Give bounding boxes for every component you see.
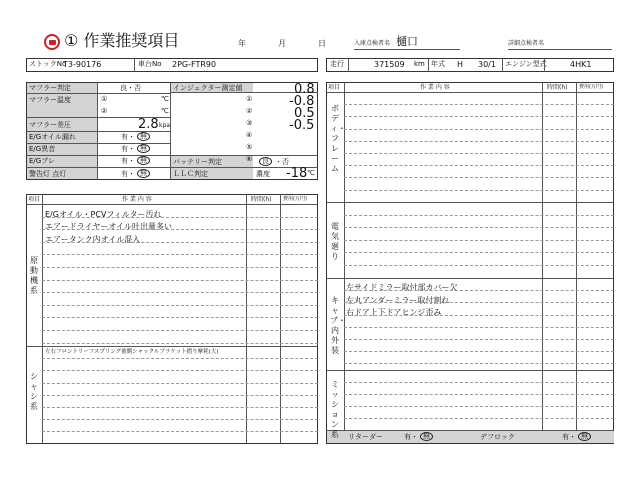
difflock-none: 無 <box>578 432 591 441</box>
ruled-line <box>344 394 614 395</box>
muffler-temp-label: マフラー温度 <box>29 96 71 104</box>
ruled-line <box>42 267 318 268</box>
ruled-line <box>42 330 318 331</box>
chassis-item-1: 左右フロントリーフスプリング後側シャックルブラケット摺り摩耗(大) <box>45 349 219 355</box>
warning-lamp-none: 無 <box>137 169 150 178</box>
injector-4-value: -0.5 <box>289 118 315 133</box>
muffler-temp-2-num: ② <box>101 107 108 115</box>
warning-lamp-label: 警告灯 点灯 <box>29 170 67 178</box>
engine-item-1: E/Gオイル・PCVフィルター汚れ <box>45 210 162 219</box>
stock-value: T3-90176 <box>63 60 102 69</box>
ruled-line <box>344 302 614 303</box>
left-header-work: 作 業 内 容 <box>122 196 152 203</box>
injector-1-value: 0.8 <box>294 82 315 97</box>
ruled-line <box>42 343 318 344</box>
inspector-value: 樋口 <box>396 35 418 48</box>
llc-unit: ℃ <box>307 169 315 177</box>
ruled-line <box>344 327 614 328</box>
muffler-judge-options: 良・否 <box>120 84 141 92</box>
injector-2-value: -0.8 <box>289 94 315 109</box>
mileage-unit: km <box>414 60 425 68</box>
battery-ng: ・否 <box>275 158 289 166</box>
mileage-value: 371509 <box>374 60 405 69</box>
ruled-line <box>42 407 318 408</box>
ruled-line <box>344 290 614 291</box>
engine-section-label: 原動機系 <box>30 256 38 295</box>
inspector-label: 入庫点検者名 <box>354 40 391 47</box>
ruled-line <box>344 215 614 216</box>
eg-shake-label: E/Gブレ <box>29 157 55 165</box>
muffler-diff-value: 2.8 <box>138 117 159 132</box>
ruled-line <box>344 265 614 266</box>
right-header-cost: 費用(万円) <box>579 84 603 90</box>
ruled-line <box>42 280 318 281</box>
cab-item-1: 左サイドミラー取付部カバー欠 <box>346 283 458 292</box>
ruled-line <box>42 229 318 230</box>
ruled-line <box>42 395 318 396</box>
injector-2-num: ② <box>246 107 253 115</box>
ruled-line <box>42 419 318 420</box>
ruled-line <box>344 177 614 178</box>
ruled-line <box>42 383 318 384</box>
ruled-line <box>344 406 614 407</box>
year-era: H <box>457 60 464 69</box>
eg-shake-has: 有・ <box>121 157 135 165</box>
difflock-has: 有・ <box>562 433 576 441</box>
llc-label: ＬＬＣ判定 <box>173 170 208 178</box>
eg-oil-leak-has: 有・ <box>121 133 135 141</box>
muffler-temp-2-unit: ℃ <box>161 107 169 115</box>
muffler-diff-unit: kpa <box>159 122 170 129</box>
eg-oil-leak-none: 無 <box>137 132 150 141</box>
chassis-value: 2PG-FTR90 <box>172 60 217 69</box>
ruled-line <box>344 252 614 253</box>
body-frame-section-label: ボディ・フレーム <box>330 104 346 173</box>
llc-value: -18 <box>286 166 308 181</box>
ruled-line <box>42 431 318 432</box>
ruled-line <box>42 370 318 371</box>
ruled-line <box>344 351 614 352</box>
muffler-diff-label: マフラー差圧 <box>29 121 71 129</box>
stock-label: ストックNo <box>29 60 67 68</box>
ruled-line <box>344 129 614 130</box>
ruled-line <box>42 317 318 318</box>
left-header-item: 項目 <box>28 196 41 203</box>
eg-oil-leak-label: E/Gオイル漏れ <box>29 133 76 141</box>
cab-item-2: 左丸アンダーミラー取付割れ <box>346 296 450 305</box>
engine-item-3: エアータンク内オイル混入 <box>45 235 141 244</box>
ruled-line <box>344 382 614 383</box>
date-day-label: 日 <box>318 39 326 48</box>
engine-label: エンジン型式 <box>505 60 547 68</box>
electrical-section-label: 電気廻り <box>331 222 339 261</box>
difflock-label: デフロック <box>480 433 515 441</box>
date-year-label: 年 <box>238 39 246 48</box>
ruled-line <box>344 104 614 105</box>
ruled-line <box>42 254 318 255</box>
muffler-judge-label: マフラー判定 <box>29 84 71 92</box>
left-header-cost: 費用(万円) <box>283 196 307 202</box>
date-month-label: 月 <box>278 39 286 48</box>
logo-icon <box>44 34 60 50</box>
ruled-line <box>42 217 318 218</box>
ruled-line <box>344 165 614 166</box>
ruled-line <box>42 358 318 359</box>
muffler-temp-1-unit: ℃ <box>161 95 169 103</box>
injector-5-num: ⑤ <box>246 143 253 151</box>
left-header-time: 時間(h) <box>251 196 272 203</box>
page-title: ① 作業推奨項目 <box>64 31 180 50</box>
year-value: 30/1 <box>478 60 496 69</box>
ruled-line <box>344 240 614 241</box>
injector-6-num: ⑥ <box>246 155 253 163</box>
detail-inspector-label: 詳細点検者名 <box>508 40 545 47</box>
cab-item-3: 右ドア上下ドアヒンジ歪み <box>346 308 442 317</box>
engine-value: 4HK1 <box>570 60 592 69</box>
eg-noise-none: 無 <box>137 144 150 153</box>
retarder-has: 有・ <box>404 433 418 441</box>
mileage-label: 走行 <box>330 60 344 68</box>
ruled-line <box>344 116 614 117</box>
right-header-work: 作 業 内 容 <box>420 84 450 91</box>
llc-conc-label: 濃度 <box>256 170 270 178</box>
retarder-label: リターダー <box>348 433 383 441</box>
ruled-line <box>344 141 614 142</box>
ruled-line <box>344 363 614 364</box>
warning-lamp-has: 有・ <box>121 170 135 178</box>
right-header-item: 項目 <box>328 84 341 91</box>
muffler-temp-1-num: ① <box>101 95 108 103</box>
ruled-line <box>344 418 614 419</box>
injector-3-value: 0.5 <box>294 106 315 121</box>
ruled-line <box>42 242 318 243</box>
eg-shake-none: 無 <box>137 156 150 165</box>
retarder-none: 無 <box>420 432 433 441</box>
ruled-line <box>344 227 614 228</box>
ruled-line <box>344 153 614 154</box>
right-header-time: 時間(h) <box>547 84 568 91</box>
ruled-line <box>42 305 318 306</box>
ruled-line <box>42 292 318 293</box>
eg-noise-label: E/G異音 <box>29 145 56 153</box>
injector-label: インジェクター測定値 <box>173 84 243 92</box>
right-work-table <box>326 82 614 444</box>
battery-label: バッテリー判定 <box>173 158 222 166</box>
battery-ok: 良 <box>259 157 272 166</box>
chassis-label: 車台No <box>138 60 162 68</box>
mission-section-label: ミッション系 <box>331 380 339 439</box>
chassis-section-label: シャシ系 <box>30 372 38 411</box>
ruled-line <box>344 339 614 340</box>
injector-4-num: ④ <box>246 131 253 139</box>
ruled-line <box>344 190 614 191</box>
injector-1-num: ① <box>246 95 253 103</box>
year-label: 年式 <box>431 60 445 68</box>
eg-noise-has: 有・ <box>121 145 135 153</box>
engine-item-2: エアードライヤーオイル吐出量多い <box>45 222 172 231</box>
ruled-line <box>344 315 614 316</box>
cab-section-label: キャブ・内外装 <box>330 296 346 355</box>
injector-3-num: ③ <box>246 119 253 127</box>
